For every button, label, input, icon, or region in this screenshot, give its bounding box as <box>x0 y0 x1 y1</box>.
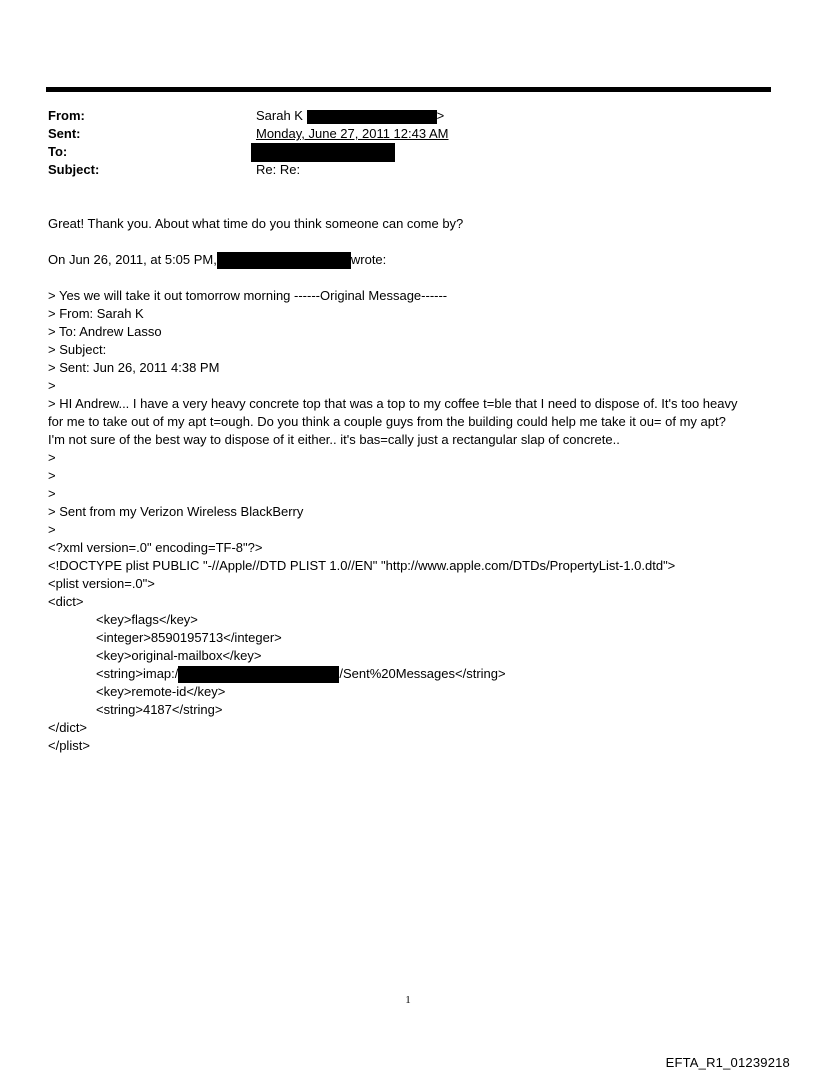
xml-line: <key>flags</key> <box>96 612 198 627</box>
xml-line: <key>remote-id</key> <box>96 684 226 699</box>
header-rule <box>46 87 771 92</box>
wrote-prefix: On Jun 26, 2011, at 5:05 PM, <box>48 252 217 267</box>
sent-label: Sent: <box>48 126 81 141</box>
redaction-box <box>217 252 351 269</box>
quoted-line: for me to take out of my apt t=ough. Do you think a couple guys from the building could help me take it ou= of my apt? <box>48 414 726 429</box>
sent-row <box>48 125 768 143</box>
xml-line: <plist version=.0"> <box>48 576 155 591</box>
greeting-line: Great! Thank you. About what time do you think someone can come by? <box>48 216 464 231</box>
sent-value: Monday, June 27, 2011 12:43 AM <box>256 126 449 141</box>
quoted-line: > Subject: <box>48 342 107 357</box>
quoted-line: I'm not sure of the best way to dispose of it either.. it's bas=cally just a rectangular slap of concrete.. <box>48 432 620 447</box>
to-value <box>251 143 395 162</box>
from-value <box>256 107 444 125</box>
subject-value: Re: Re: <box>256 162 301 177</box>
redaction-box <box>251 143 395 162</box>
quoted-line: > Sent: Jun 26, 2011 4:38 PM <box>48 360 220 375</box>
from-trail: > <box>436 108 445 123</box>
xml-line: <integer>8590195713</integer> <box>96 630 282 645</box>
xml-line: <dict> <box>48 594 84 609</box>
redaction-box <box>178 666 339 683</box>
xml-line: <?xml version=.0" encoding=TF-8"?> <box>48 540 263 555</box>
quoted-line: > <box>48 378 56 393</box>
wrote-suffix: wrote: <box>350 252 387 267</box>
xml-line: <key>original-mailbox</key> <box>96 648 262 663</box>
document-id: EFTA_R1_01239218 <box>665 1055 790 1070</box>
to-row <box>48 143 768 161</box>
quoted-line: > Sent from my Verizon Wireless BlackBerry <box>48 504 304 519</box>
wrote-line <box>48 251 386 269</box>
xml-line: <!DOCTYPE plist PUBLIC "-//Apple//DTD PLIST 1.0//EN" "http://www.apple.com/DTDs/PropertyList-1.0.dtd"> <box>48 558 676 573</box>
from-name: Sarah K <box>256 108 303 123</box>
from-row <box>48 107 768 125</box>
quoted-line: > Yes we will take it out tomorrow morning ------Original Message------ <box>48 288 448 303</box>
quoted-line: > From: Sarah K <box>48 306 144 321</box>
xml-line: <string>4187</string> <box>96 702 223 717</box>
page-number: 1 <box>405 994 411 1006</box>
string-prefix: <string>imap:/ <box>96 666 179 681</box>
quoted-line: > <box>48 522 56 537</box>
quoted-line: > HI Andrew... I have a very heavy concrete top that was a top to my coffee t=ble that I need to dispose of. It's too heavy <box>48 396 738 411</box>
string-suffix: /Sent%20Messages</string> <box>339 666 506 681</box>
to-label: To: <box>48 144 68 159</box>
quoted-line: > <box>48 468 56 483</box>
xml-line: </dict> <box>48 720 88 735</box>
quoted-line: > <box>48 450 56 465</box>
quoted-line: > To: Andrew Lasso <box>48 324 162 339</box>
redaction-box <box>307 110 437 124</box>
subject-label: Subject: <box>48 162 100 177</box>
xml-line <box>96 665 506 683</box>
xml-line: </plist> <box>48 738 90 753</box>
from-label: From: <box>48 108 85 123</box>
subject-row <box>48 161 768 179</box>
quoted-line: > <box>48 486 56 501</box>
